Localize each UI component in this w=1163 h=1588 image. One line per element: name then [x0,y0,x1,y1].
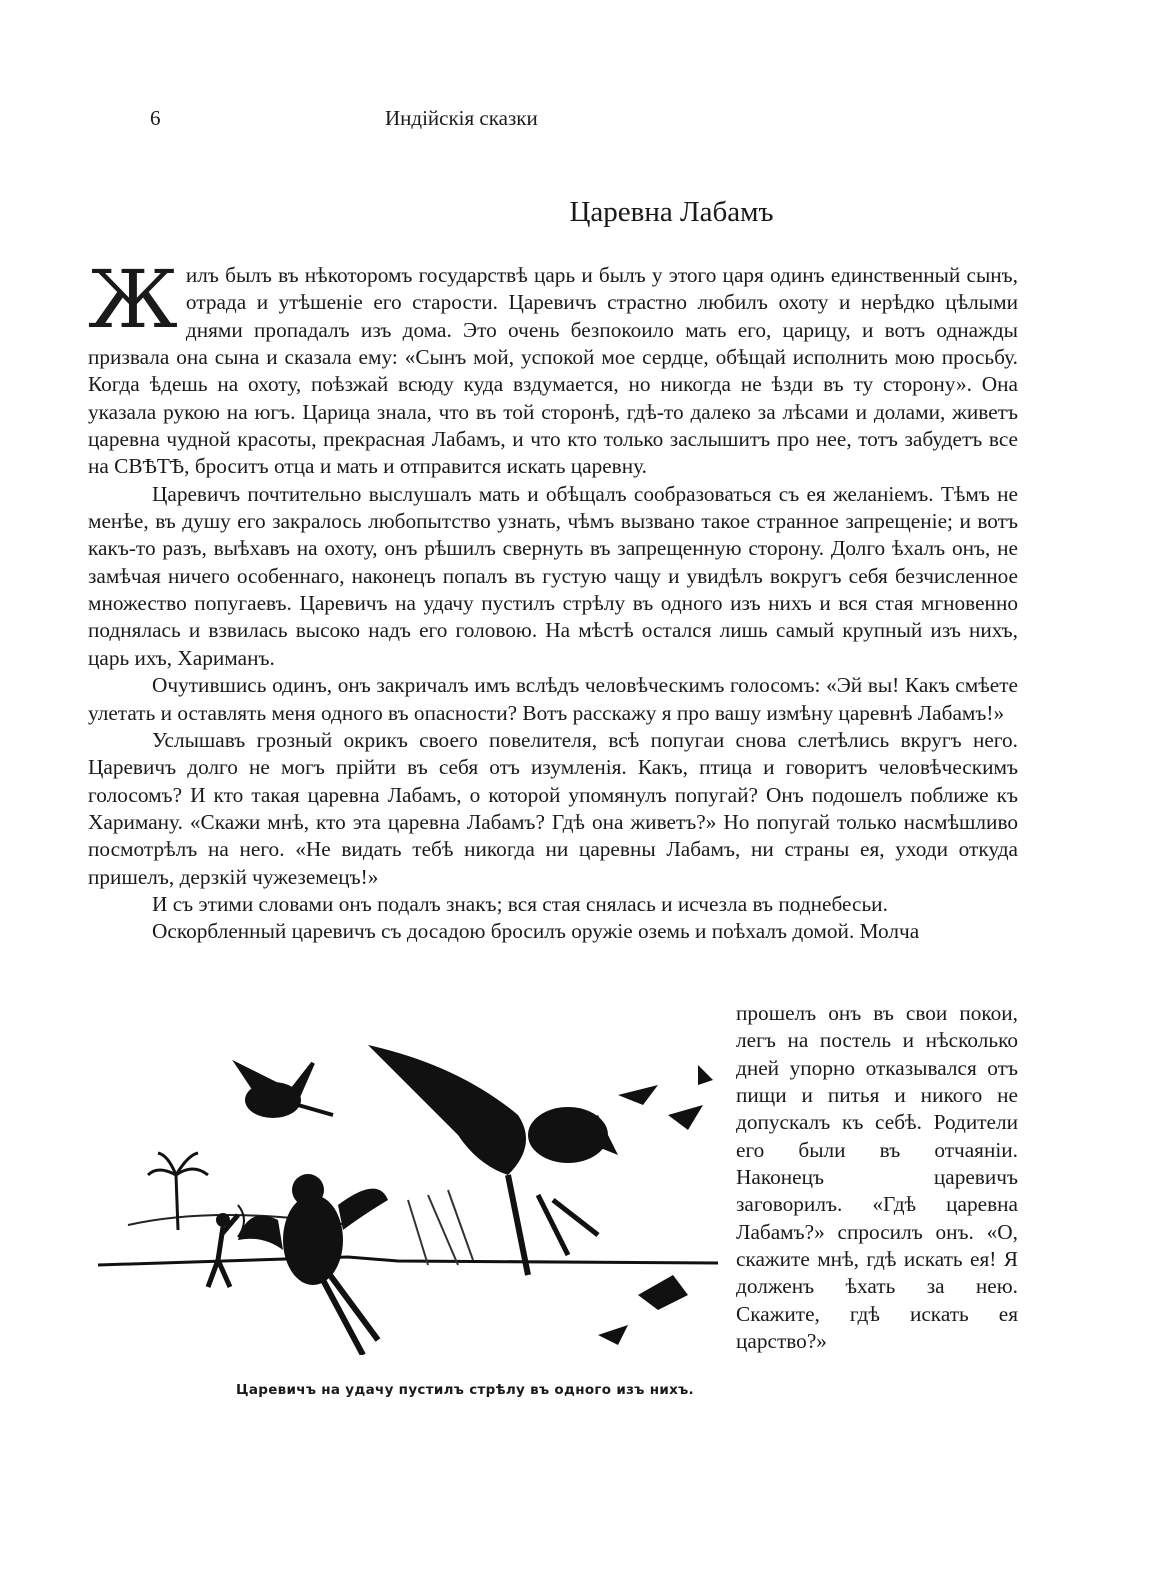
paragraph-3: Очутившись одинъ, онъ закричалъ имъ вслѣдъ человѣческимъ голосомъ: «Эй вы! Какъ смѣете улетать и оставлять меня одного въ опасности? Вотъ расскажу я про вашу измѣну царевнѣ Лабамъ!» [88,673,1018,725]
illustration-caption: Царевичъ на удачу пустилъ стрѣлу въ одного изъ нихъ. [236,1382,694,1398]
running-head: Индійскія сказки [385,106,538,130]
page-number: 6 [150,106,161,130]
motion-lines [408,1190,473,1265]
parrot-top-left [238,1063,333,1118]
story-title: Царевна Лабамъ [569,196,774,228]
parrot-perched [238,1174,388,1355]
paragraph-6-continued: прошелъ онъ въ свои покои, легъ на постель и нѣсколько дней упорно отказывался отъ пищи и питья и никого не допускалъ къ себѣ. Родители его были въ отчаяніи. Наконецъ царевичъ заговорилъ. «Гдѣ царевна Лабамъ?» спросилъ онъ. «О, скажите мнѣ, гдѣ искать ея! Я долженъ ѣхать за нею. Скажите, гдѣ искать ея царство?» [736,1001,1018,1354]
paragraph-1 [88,253,1018,481]
drop-cap: Ж [88,253,178,346]
story-body [88,253,1018,946]
palm-fronds [148,1153,208,1175]
paragraph-6-start: Оскорбленный царевичъ съ досадою бросилъ оружіе оземь и поѣхалъ домой. Молча [152,919,920,944]
ground-line [98,1257,718,1265]
parrots-illustration [98,1025,718,1355]
palm-trunk [176,1175,178,1230]
parrot-diving [368,1045,618,1275]
paragraph-1-text: илъ былъ въ нѣкоторомъ государствѣ царь и былъ у этого царя одинъ единственный сынъ, отрада и утѣшеніе его старости. Царевичъ страстно любилъ охоту и нерѣдко цѣлыми днями пропадалъ изъ дома. Это очень безпокоило мать его, царицу, и вотъ однажды призвала она сына и сказала ему: «Сынъ мой, успокой мое сердце, обѣщай исполнить мою просьбу. Когда ѣдешь на охоту, поѣзжай всюду куда вздумается, но никогда не ѣзди въ ту сторону». Она указала рукою на югъ. Царица знала, что въ той сторонѣ, гдѣ-то далеко за лѣсами и долами, живетъ царевна чудной красоты, прекрасная Лабамъ, и что кто только заслышитъ про нее, тотъ забудетъ все на СВѢТѢ, броситъ отца и мать и отправится искать царевну. [88,263,1018,479]
small-birds [598,1065,713,1345]
paragraph-5: И съ этими словами онъ подалъ знакъ; вся стая снялась и исчезла въ поднебесьи. [152,891,888,916]
paragraph-4: Услышавъ грозный окрикъ своего повелителя, всѣ попугаи снова слетѣлись вкругъ него. Царевичъ долго не могъ прійти въ себя отъ изумленія. Какъ, птица и говоритъ человѣческимъ голосомъ? И кто такая царевна Лабамъ, о которой упомянулъ попугай? Онъ подошелъ поближе къ Хариману. «Скажи мнѣ, кто эта царевна Лабамъ? Гдѣ она живетъ?» Но попугай только насмѣшливо посмотрѣлъ на него. «Не видать тебѣ никогда ни царевны Лабамъ, ни страны ея, уходи откуда пришелъ, дерзкій чужеземецъ!» [88,727,1018,889]
archer-figure [208,1205,244,1287]
illustration-block [88,1000,1018,1420]
paragraph-2: Царевичъ почтительно выслушалъ мать и обѣщалъ сообразоваться съ ея желаніемъ. Тѣмъ не менѣе, въ душу его закралось любопытство узнать, чѣмъ вызвано такое странное запрещеніе; и вотъ какъ-то разъ, выѣхавъ на охоту, онъ рѣшилъ свернуть въ запрещенную сторону. Долго ѣхалъ онъ, не замѣчая ничего особеннаго, наконецъ попалъ въ густую чащу и увидѣлъ вокругъ себя безчисленное множество попугаевъ. Царевичъ на удачу пустилъ стрѣлу въ одного изъ нихъ и вся стая мгновенно поднялась и взвилась высоко надъ его головою. На мѣстѣ остался лишь самый крупный изъ нихъ, царь ихъ, Хариманъ. [88,481,1018,670]
